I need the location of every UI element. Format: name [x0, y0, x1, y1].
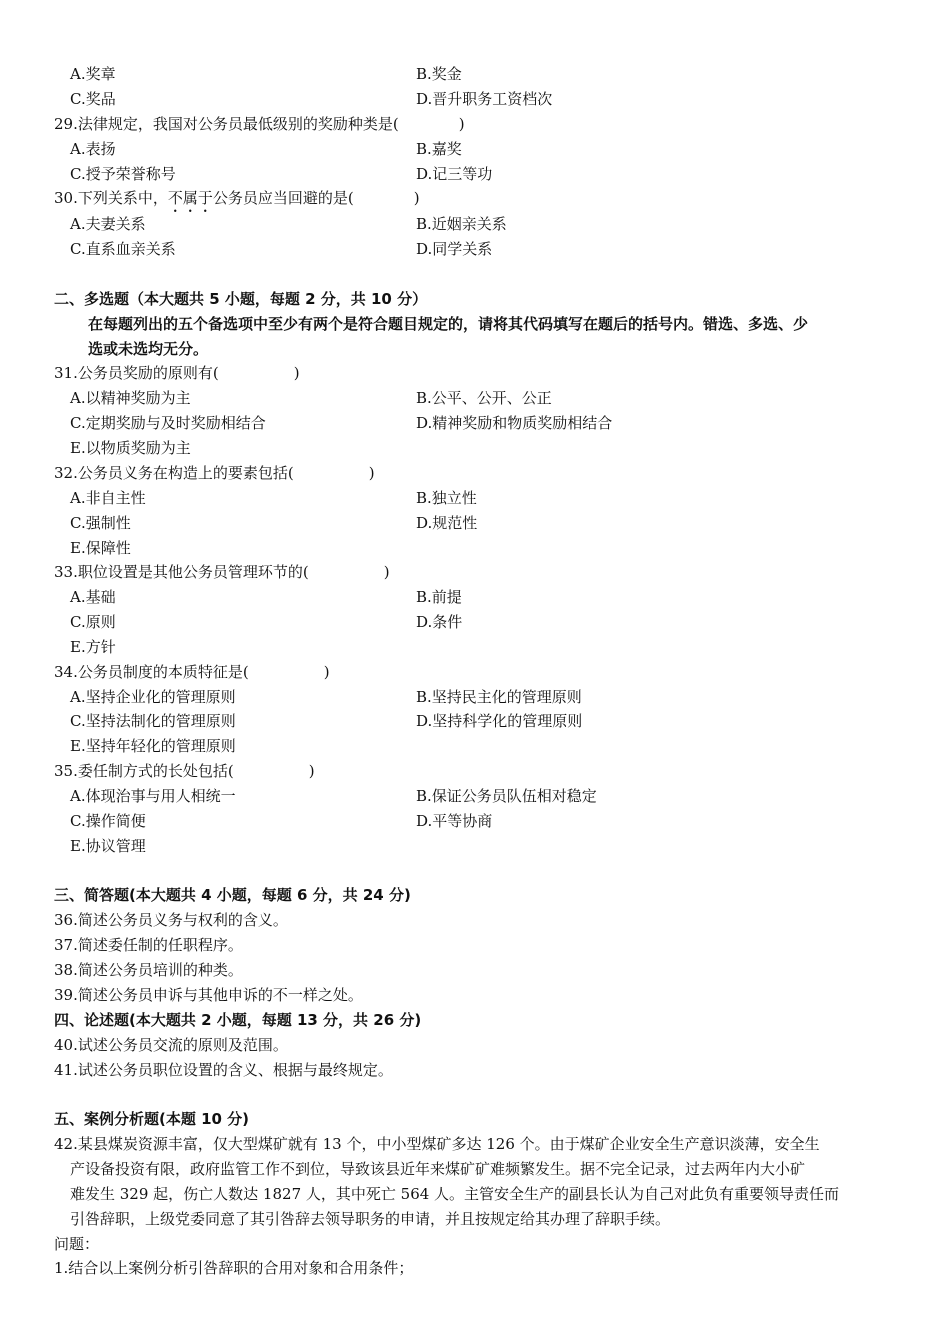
- q33-option-d: D.条件: [416, 613, 463, 631]
- q34-option-a: A.坚持企业化的管理原则: [70, 688, 236, 706]
- q34-option-b: B.坚持民主化的管理原则: [416, 688, 582, 706]
- section4-title: 四、论述题(本大题共 2 小题，每题 13 分，共 26 分): [54, 1011, 422, 1029]
- q31-stem: 31.公务员奖励的原则有( ): [54, 364, 300, 382]
- q33-option-a: A.基础: [70, 588, 116, 606]
- q30-stem-post: 公务员应当回避的是( ): [212, 189, 420, 207]
- q31-option-a: A.以精神奖励为主: [70, 389, 191, 407]
- q33-option-c: C.原则: [70, 613, 116, 631]
- q35-option-d: D.平等协商: [416, 812, 493, 830]
- q28-option-a: A.奖章: [70, 65, 116, 83]
- q31-option-c: C.定期奖励与及时奖励相结合: [70, 414, 266, 432]
- q29-stem: 29.法律规定，我国对公务员最低级别的奖励种类是( ): [54, 115, 465, 133]
- q35-option-e: E.协议管理: [70, 837, 146, 855]
- q42-line4: 引咎辞职，上级党委同意了其引咎辞去领导职务的申请，并且按规定给其办理了辞职手续。: [70, 1210, 671, 1228]
- q30-stem-emphasis: 不属于: [167, 189, 213, 207]
- q32-option-c: C.强制性: [70, 514, 131, 532]
- q29-option-d: D.记三等功: [416, 165, 493, 183]
- q31-option-d: D.精神奖励和物质奖励相结合: [416, 414, 613, 432]
- q37: 37.简述委任制的任职程序。: [54, 936, 243, 954]
- q34-option-d: D.坚持科学化的管理原则: [416, 712, 583, 730]
- q31-option-b: B.公平、公开、公正: [416, 389, 552, 407]
- question-label: 问题：: [54, 1235, 100, 1253]
- q30-option-c: C.直系血亲关系: [70, 240, 176, 258]
- q29-option-c: C.授予荣誉称号: [70, 165, 176, 183]
- q32-stem: 32.公务员义务在构造上的要素包括( ): [54, 464, 375, 482]
- q33-option-e: E.方针: [70, 638, 116, 656]
- q33-stem: 33.职位设置是其他公务员管理环节的( ): [54, 563, 390, 581]
- q38: 38.简述公务员培训的种类。: [54, 961, 243, 979]
- q28-option-d: D.晋升职务工资档次: [416, 90, 553, 108]
- section2-title: 二、多选题（本大题共 5 小题，每题 2 分，共 10 分）: [54, 290, 428, 308]
- q42-line3: 难发生 329 起，伤亡人数达 1827 人，其中死亡 564 人。主管安全生产的副县长认为自己对此负有重要领导责任而: [70, 1185, 840, 1203]
- q35-option-c: C.操作简便: [70, 812, 146, 830]
- section2-instruction-line1: 在每题列出的五个备选项中至少有两个是符合题目规定的，请将其代码填写在题后的括号内。错选、多选、少: [88, 315, 809, 333]
- section5-title: 五、案例分析题(本题 10 分): [54, 1110, 250, 1128]
- q32-option-a: A.非自主性: [70, 489, 146, 507]
- section2-instruction-line2: 选或未选均无分。: [88, 340, 209, 358]
- q35-stem: 35.委任制方式的长处包括( ): [54, 762, 315, 780]
- q32-option-e: E.保障性: [70, 539, 131, 557]
- q28-option-b: B.奖金: [416, 65, 462, 83]
- q42-line1: 42.某县煤炭资源丰富，仅大型煤矿就有 13 个，中小型煤矿多达 126 个。由于煤矿企业安全生产意识淡薄，安全生: [54, 1135, 820, 1153]
- q42-line2: 产设备投资有限，政府监管工作不到位，导致该县近年来煤矿矿难频繁发生。据不完全记录，过去两年内大小矿: [70, 1160, 806, 1178]
- sub-question-1: 1.结合以上案例分析引咎辞职的合用对象和合用条件；: [54, 1259, 414, 1277]
- q28-option-c: C.奖品: [70, 90, 116, 108]
- q39: 39.简述公务员申诉与其他申诉的不一样之处。: [54, 986, 363, 1004]
- q34-stem: 34.公务员制度的本质特征是( ): [54, 663, 330, 681]
- q33-option-b: B.前提: [416, 588, 462, 606]
- q29-option-b: B.嘉奖: [416, 140, 462, 158]
- q34-option-e: E.坚持年轻化的管理原则: [70, 737, 236, 755]
- q34-option-c: C.坚持法制化的管理原则: [70, 712, 236, 730]
- q30-stem: [54, 187, 420, 216]
- q36: 36.简述公务员义务与权利的含义。: [54, 911, 288, 929]
- q30-option-a: A.夫妻关系: [70, 215, 146, 233]
- q35-option-a: A.体现治事与用人相统一: [70, 787, 236, 805]
- q40: 40.试述公务员交流的原则及范围。: [54, 1036, 288, 1054]
- q35-option-b: B.保证公务员队伍相对稳定: [416, 787, 597, 805]
- q29-option-a: A.表扬: [70, 140, 116, 158]
- section3-title: 三、简答题(本大题共 4 小题，每题 6 分，共 24 分): [54, 886, 411, 904]
- q30-option-d: D.同学关系: [416, 240, 493, 258]
- q31-option-e: E.以物质奖励为主: [70, 439, 191, 457]
- q32-option-d: D.规范性: [416, 514, 478, 532]
- q30-option-b: B.近姻亲关系: [416, 215, 507, 233]
- q30-stem-pre: 30.下列关系中，: [54, 189, 168, 207]
- q32-option-b: B.独立性: [416, 489, 477, 507]
- q41: 41.试述公务员职位设置的含义、根据与最终规定。: [54, 1061, 393, 1079]
